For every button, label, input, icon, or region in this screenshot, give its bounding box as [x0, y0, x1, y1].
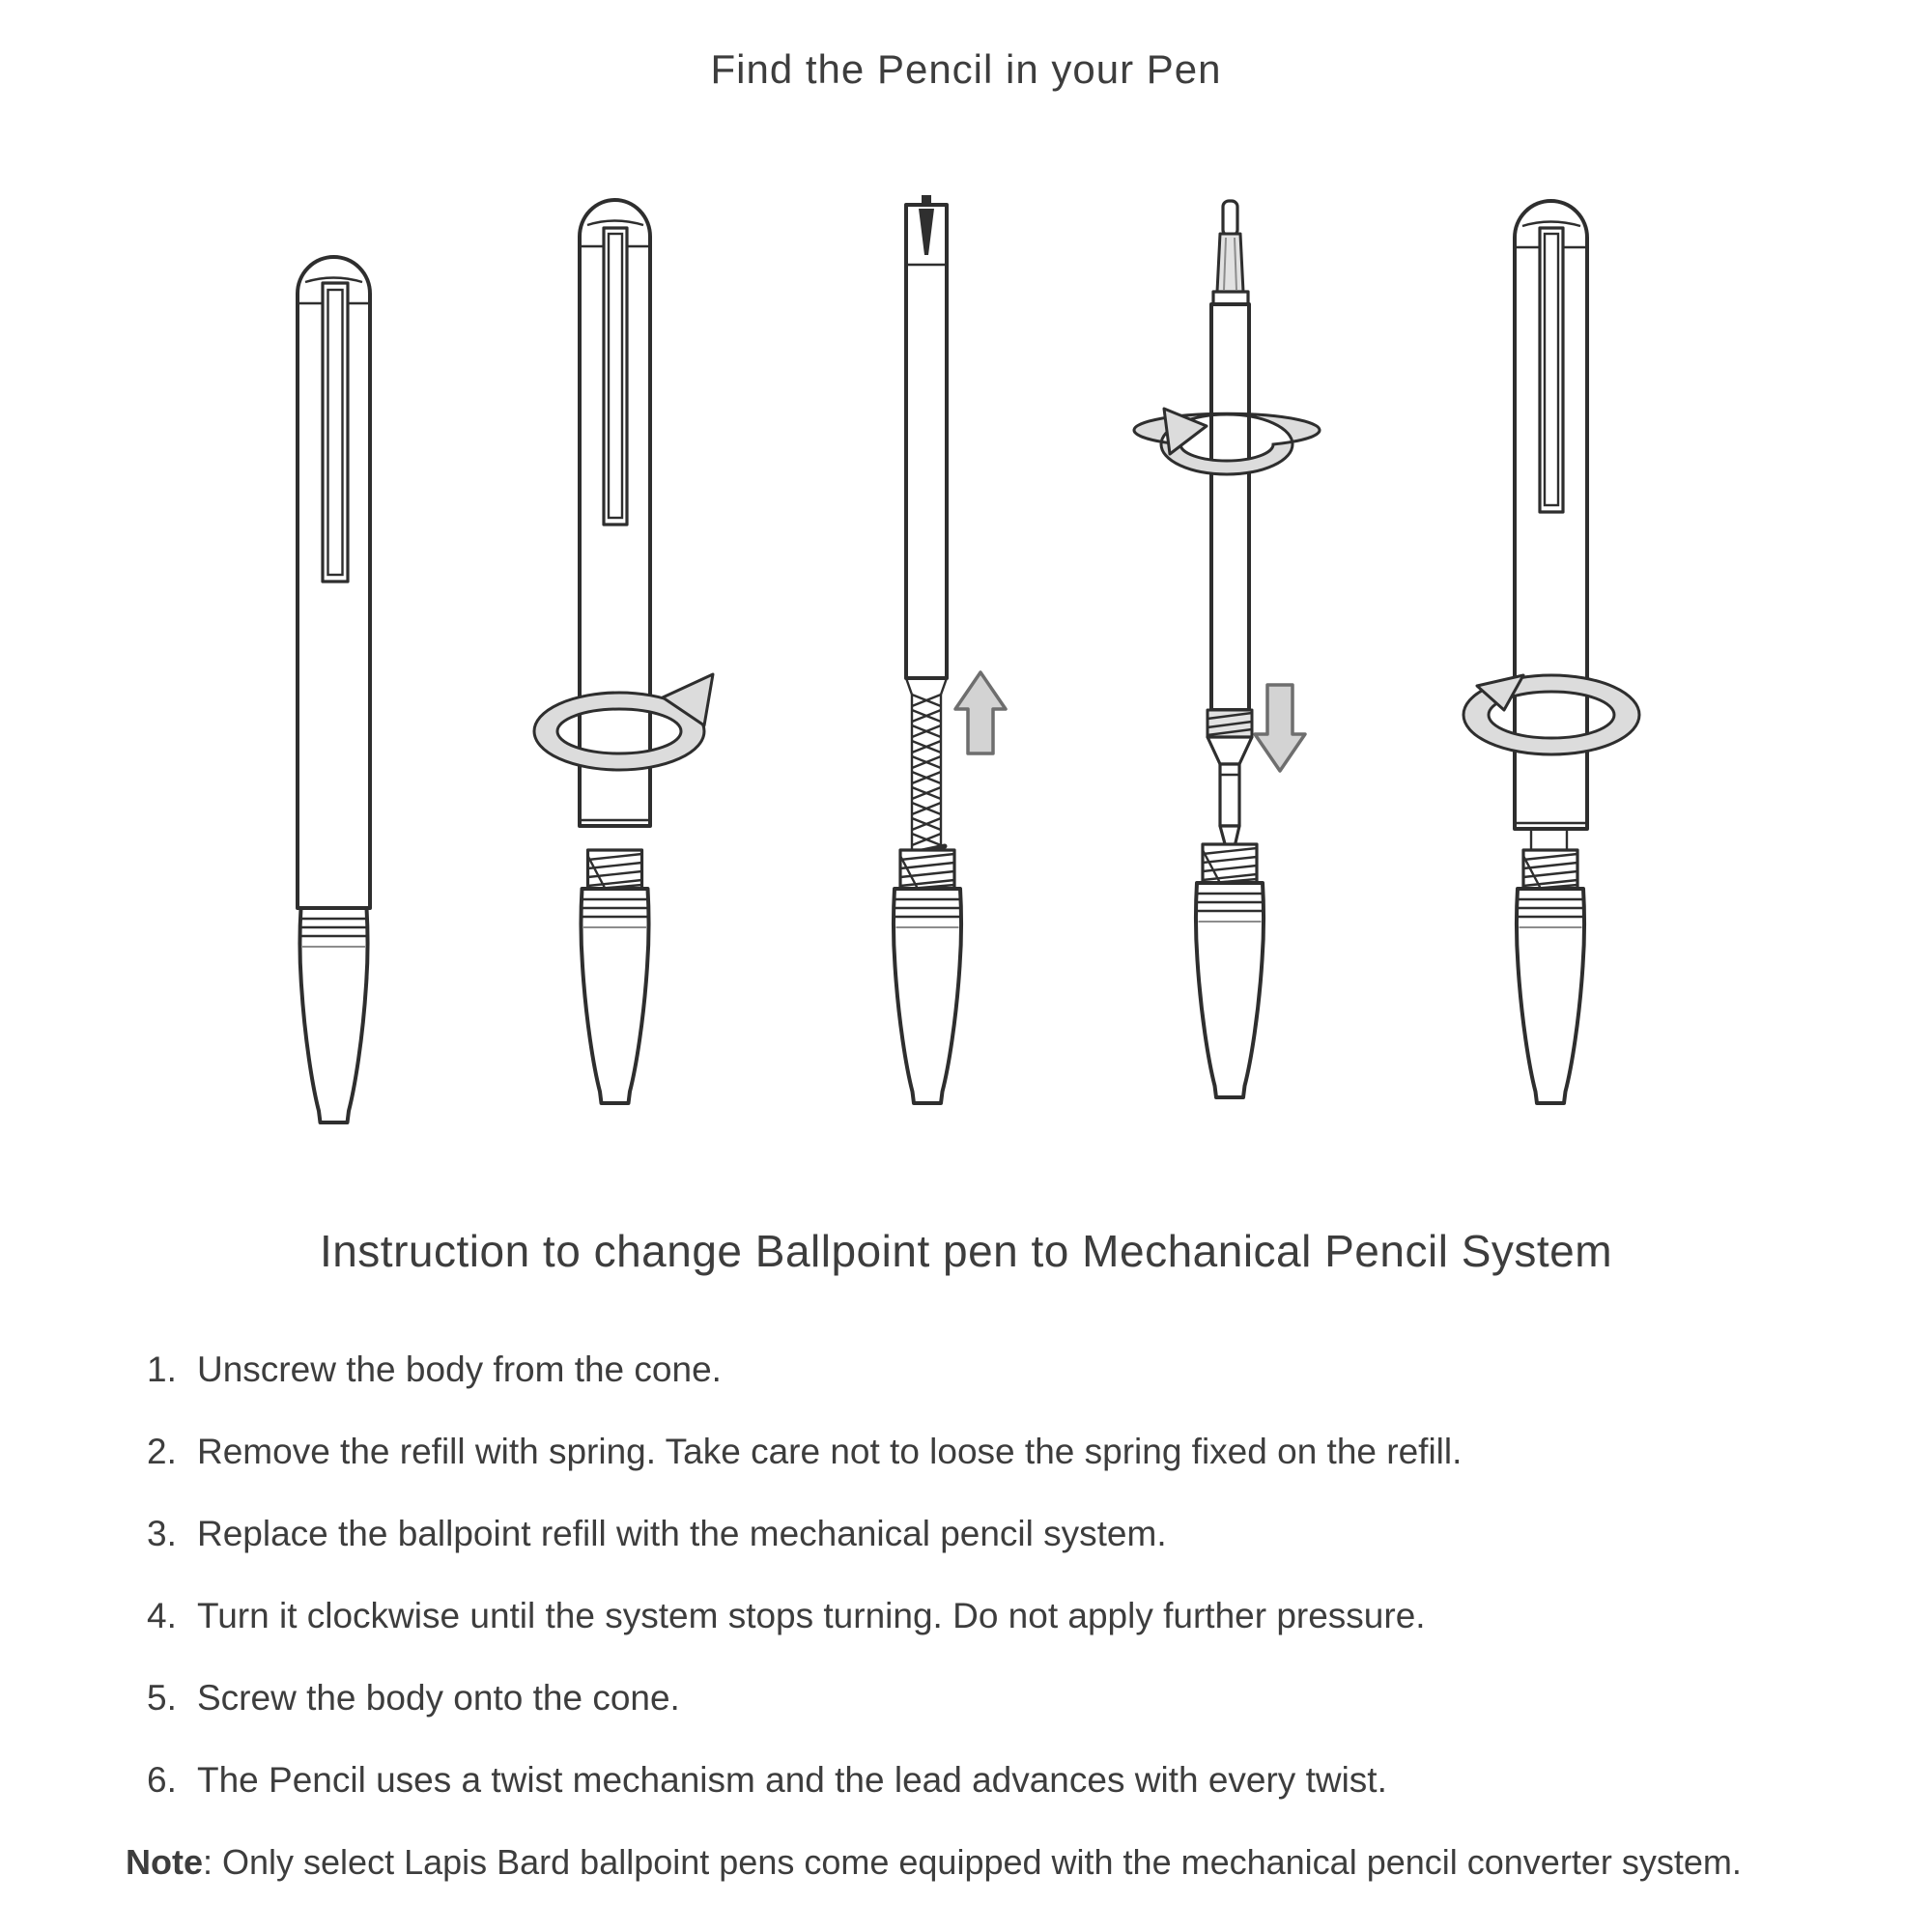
step-number: 2. — [147, 1432, 177, 1471]
pen-cone — [299, 908, 367, 1122]
step-text: Turn it clockwise until the system stops turning. Do not apply further pressure. — [197, 1596, 1426, 1635]
thread-collar-icon — [900, 850, 954, 889]
instruction-step-5 — [147, 1677, 1866, 1719]
instruction-list — [147, 1349, 1866, 1841]
step-number: 5. — [147, 1678, 177, 1718]
panel-remove-refill — [894, 195, 1006, 1103]
step-text: Unscrew the body from the cone. — [197, 1350, 722, 1389]
step-text: Screw the body onto the cone. — [197, 1678, 680, 1718]
panel-unscrew-body — [534, 200, 713, 1103]
instruction-step-3 — [147, 1513, 1866, 1555]
pen-conversion-diagram — [0, 135, 1932, 1198]
down-arrow-icon — [1255, 685, 1305, 771]
panel-insert-pencil-system — [1134, 201, 1320, 1097]
step-text: Replace the ballpoint refill with the mechanical pencil system. — [197, 1514, 1167, 1553]
up-arrow-icon — [955, 672, 1006, 753]
panel-screw-body — [1463, 201, 1639, 1103]
pen-clip-icon — [323, 283, 348, 582]
ballpoint-refill-icon — [906, 195, 947, 695]
section-subtitle: Instruction to change Ballpoint pen to Mechanical Pencil System — [319, 1226, 1613, 1276]
instruction-step-6 — [147, 1759, 1866, 1802]
footnote — [126, 1841, 1864, 1884]
pen-clip-icon — [1540, 228, 1563, 512]
step-number: 1. — [147, 1350, 177, 1389]
pen-clip-icon — [604, 228, 627, 525]
instruction-step-1 — [147, 1349, 1866, 1391]
thread-collar-icon — [588, 850, 642, 889]
instruction-step-4 — [147, 1595, 1866, 1637]
mechanical-pencil-system-icon — [1208, 201, 1252, 851]
step-text: Remove the refill with spring. Take care not to loose the spring fixed on the refill. — [197, 1432, 1463, 1471]
pen-cone — [1517, 889, 1584, 1103]
step-number: 4. — [147, 1596, 177, 1635]
refill-spring-icon — [908, 695, 945, 854]
pen-cone — [1196, 883, 1264, 1097]
footnote-text: : Only select Lapis Bard ballpoint pens come equipped with the mechanical pencil converter system. — [203, 1842, 1742, 1882]
instruction-step-2 — [147, 1431, 1866, 1473]
thread-collar-icon — [1523, 850, 1577, 889]
panel-assembled-pen — [298, 257, 370, 1122]
pen-cone — [894, 889, 961, 1103]
step-number: 3. — [147, 1514, 177, 1553]
page-title: Find the Pencil in your Pen — [710, 46, 1222, 92]
thread-collar-icon — [1203, 844, 1257, 883]
step-text: The Pencil uses a twist mechanism and the lead advances with every twist. — [197, 1760, 1387, 1800]
step-number: 6. — [147, 1760, 177, 1800]
pen-cone — [581, 889, 648, 1103]
footnote-label: Note — [126, 1842, 203, 1882]
